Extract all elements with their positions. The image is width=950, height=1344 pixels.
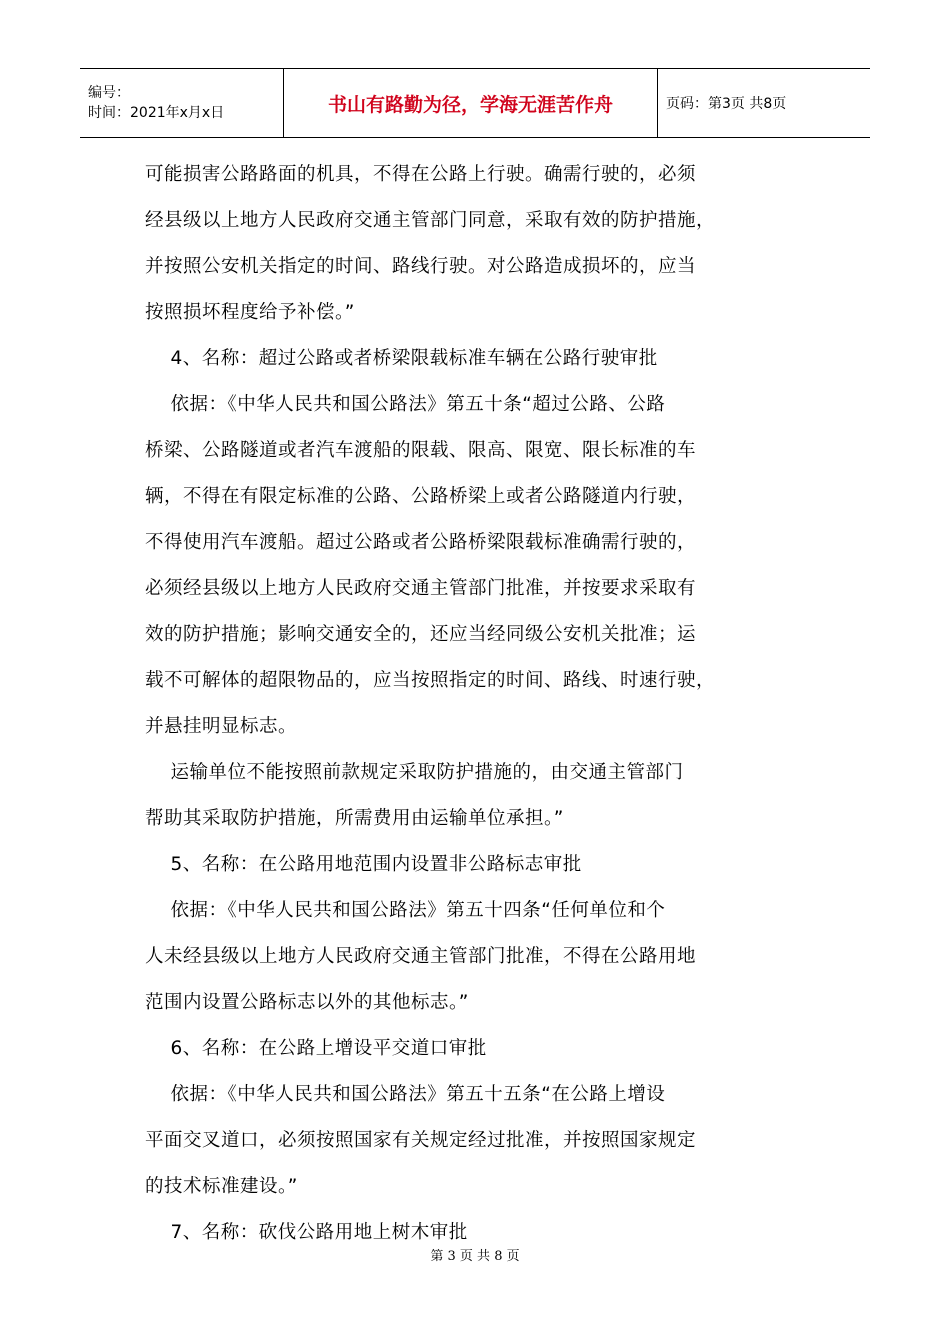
- text-line: 载不可解体的超限物品的，应当按照指定的时间、路线、时速行驶，: [145, 670, 716, 691]
- text-line: 可能损害公路路面的机具，不得在公路上行驶。确需行驶的，必须: [145, 164, 697, 185]
- text-line: 4、名称：超过公路或者桥梁限载标准车辆在公路行驶审批: [145, 348, 658, 369]
- header-motto: 书山有路勤为径，学海无涯苦作舟: [284, 69, 658, 137]
- text-line: 并按照公安机关指定的时间、路线行驶。对公路造成损坏的，应当: [145, 256, 697, 277]
- text-line: 必须经县级以上地方人民政府交通主管部门批准，并按要求采取有: [145, 578, 697, 599]
- text-line: 帮助其采取防护措施，所需费用由运输单位承担。”: [145, 808, 564, 829]
- time-label: 时间：2021年x月x日: [88, 105, 225, 121]
- text-line: 范围内设置公路标志以外的其他标志。”: [145, 992, 469, 1013]
- text-line: 经县级以上地方人民政府交通主管部门同意，采取有效的防护措施，: [145, 210, 716, 231]
- text-line: 7、名称：砍伐公路用地上树木审批: [145, 1222, 468, 1243]
- text-line: 不得使用汽车渡船。超过公路或者公路桥梁限载标准确需行驶的，: [145, 532, 697, 553]
- text-line: 平面交叉道口，必须按照国家有关规定经过批准，并按照国家规定: [145, 1130, 697, 1151]
- text-line: 辆，不得在有限定标准的公路、公路桥梁上或者公路隧道内行驶，: [145, 486, 697, 507]
- header-meta: [80, 69, 284, 137]
- text-line: 效的防护措施；影响交通安全的，还应当经同级公安机关批准；运: [145, 624, 697, 645]
- text-line: 5、名称：在公路用地范围内设置非公路标志审批: [145, 854, 582, 875]
- text-line: 人未经县级以上地方人民政府交通主管部门批准，不得在公路用地: [145, 946, 697, 967]
- text-line: 依据：《中华人民共和国公路法》第五十五条“在公路上增设: [145, 1084, 666, 1105]
- text-line: 桥梁、公路隧道或者汽车渡船的限载、限高、限宽、限长标准的车: [145, 440, 697, 461]
- page-footer: 第 3 页 共 8 页: [430, 1249, 520, 1264]
- text-line: 并悬挂明显标志。: [145, 716, 298, 737]
- text-line: 的技术标准建设。”: [145, 1176, 298, 1197]
- header-page-info: 页码：第3页 共8页: [666, 96, 787, 112]
- text-line: 依据：《中华人民共和国公路法》第五十四条“任何单位和个: [145, 900, 666, 921]
- text-line: 6、名称：在公路上增设平交道口审批: [145, 1038, 487, 1059]
- document-body: [145, 152, 805, 1256]
- text-line: 运输单位不能按照前款规定采取防护措施的，由交通主管部门: [145, 762, 684, 783]
- number-label: 编号：: [88, 85, 130, 101]
- document-header: [80, 68, 870, 138]
- text-line: 按照损坏程度给予补偿。”: [145, 302, 355, 323]
- text-line: 依据：《中华人民共和国公路法》第五十条“超过公路、公路: [145, 394, 666, 415]
